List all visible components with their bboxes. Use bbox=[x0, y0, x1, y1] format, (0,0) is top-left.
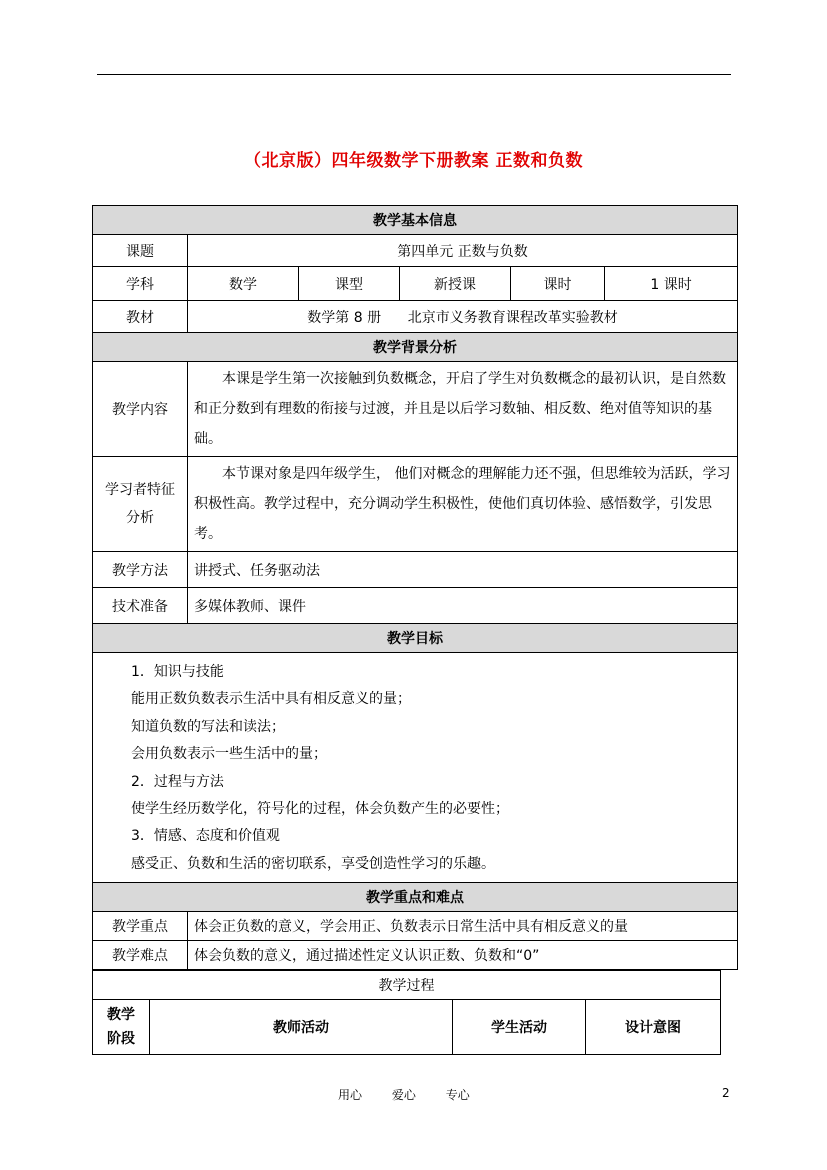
goal-line: 知道负数的写法和读法； bbox=[131, 718, 285, 735]
page-title: （北京版）四年级数学下册教案 正数和负数 bbox=[244, 151, 583, 171]
topic-label: 课题 bbox=[93, 235, 188, 267]
hours-value: 1 课时 bbox=[605, 267, 738, 301]
content-text: 本课是学生第一次接触到负数概念，开启了学生对负数概念的最初认识，是自然数和正分数到有理数的衔接与过渡，并且是以后学习数轴、相反数、绝对值等知识的基础。 bbox=[188, 362, 738, 457]
tech-text: 多媒体教师、课件 bbox=[188, 588, 738, 624]
footer-motto-2: 爱心 bbox=[391, 1088, 416, 1102]
textbook-value: 数学第 8 册 北京市义务教育课程改革实验教材 bbox=[188, 301, 738, 333]
goal-line: 3．情感、态度和价值观 bbox=[131, 828, 280, 845]
goal-line: 2．过程与方法 bbox=[131, 773, 224, 790]
stage-header-line-2: 阶段 bbox=[107, 1031, 135, 1047]
method-text: 讲授式、任务驱动法 bbox=[188, 552, 738, 588]
hours-label: 课时 bbox=[511, 267, 605, 301]
goal-line: 感受正、负数和生活的密切联系，享受创造性学习的乐趣。 bbox=[131, 855, 495, 872]
section-header-keypoints: 教学重点和难点 bbox=[93, 883, 738, 912]
tech-label: 技术准备 bbox=[93, 588, 188, 624]
learner-label: 学习者特征分析 bbox=[93, 457, 188, 552]
method-label: 教学方法 bbox=[93, 552, 188, 588]
header-rule bbox=[97, 74, 731, 75]
process-header: 教学过程 bbox=[93, 971, 721, 1000]
stage-column-header bbox=[93, 1000, 150, 1055]
topic-value: 第四单元 正数与负数 bbox=[188, 235, 738, 267]
goal-line: 1．知识与技能 bbox=[131, 664, 224, 680]
difficulty-text: 体会负数的意义，通过描述性定义认识正数、负数和“0” bbox=[188, 941, 738, 970]
design-column-header: 设计意图 bbox=[586, 1000, 721, 1055]
goal-line: 会用负数表示一些生活中的量； bbox=[131, 746, 327, 763]
subject-value: 数学 bbox=[188, 267, 299, 301]
stage-header-line-1: 教学 bbox=[107, 1007, 135, 1023]
student-column-header: 学生活动 bbox=[453, 1000, 586, 1055]
goal-line: 使学生经历数学化，符号化的过程，体会负数产生的必要性； bbox=[131, 801, 509, 818]
footer-motto-1: 用心 bbox=[338, 1088, 363, 1102]
section-header-background: 教学背景分析 bbox=[93, 333, 738, 362]
footer-motto bbox=[338, 1086, 496, 1103]
section-header-basic-info: 教学基本信息 bbox=[93, 206, 738, 235]
page-number: 2 bbox=[722, 1086, 730, 1100]
teacher-column-header: 教师活动 bbox=[150, 1000, 453, 1055]
goals-list bbox=[93, 653, 738, 883]
teaching-process-table bbox=[92, 970, 721, 1055]
content-label: 教学内容 bbox=[93, 362, 188, 457]
lesson-info-table bbox=[92, 205, 738, 970]
focus-text: 体会正负数的意义，学会用正、负数表示日常生活中具有相反意义的量 bbox=[188, 912, 738, 941]
goal-line: 能用正数负数表示生活中具有相反意义的量； bbox=[131, 691, 411, 708]
learner-text: 本节课对象是四年级学生， 他们对概念的理解能力还不强，但思维较为活跃，学习积极性高。教学过程中，充分调动学生积极性，使他们真切体验、感悟数学，引发思考。 bbox=[188, 457, 738, 552]
difficulty-label: 教学难点 bbox=[93, 941, 188, 970]
focus-label: 教学重点 bbox=[93, 912, 188, 941]
type-value: 新授课 bbox=[400, 267, 511, 301]
textbook-label: 教材 bbox=[93, 301, 188, 333]
type-label: 课型 bbox=[299, 267, 400, 301]
subject-label: 学科 bbox=[93, 267, 188, 301]
section-header-goals: 教学目标 bbox=[93, 624, 738, 653]
footer-motto-3: 专心 bbox=[445, 1088, 470, 1102]
